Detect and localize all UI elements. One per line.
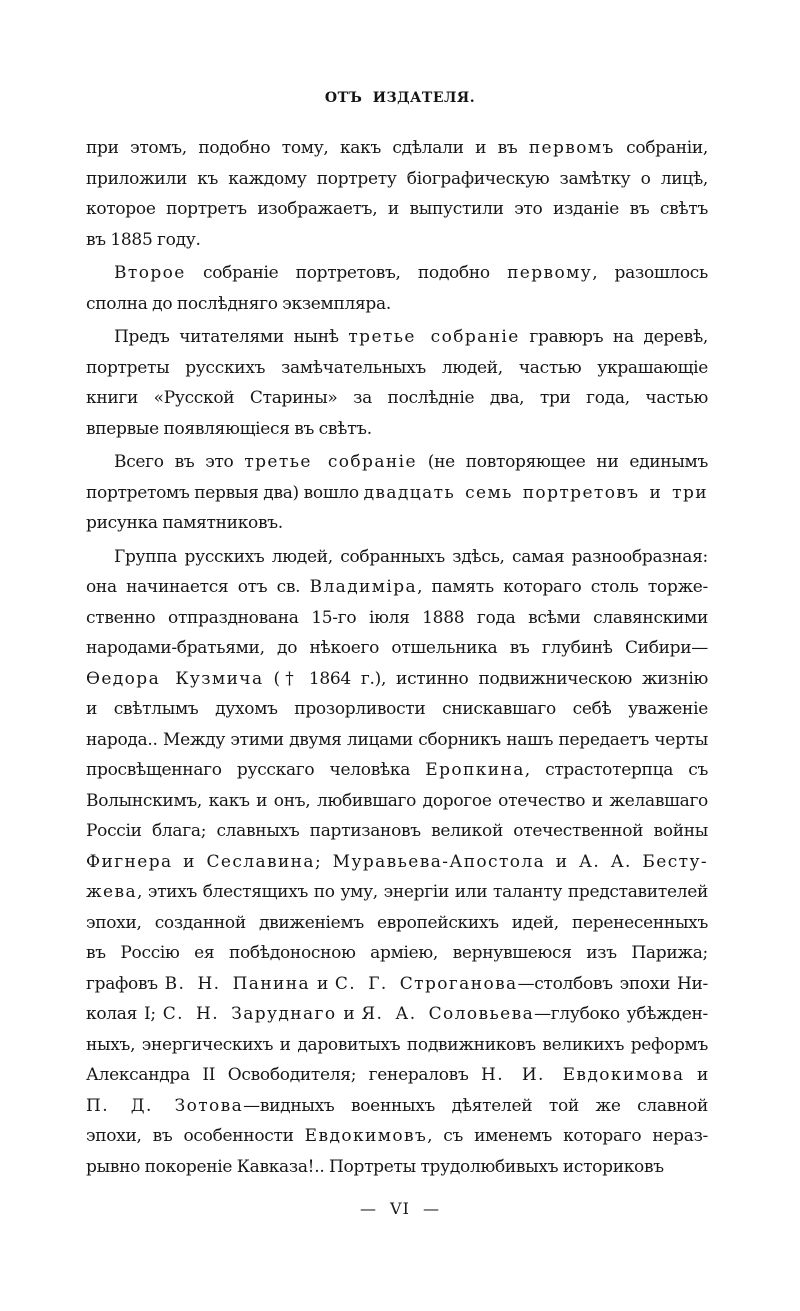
text-segment: —столбовъ эпохи Ни- [517, 973, 708, 994]
text-line [86, 289, 708, 320]
text-segment: народами-братьями, до нѣкоего отшельника въ глубинѣ Сибири— [86, 638, 708, 658]
text-segment: († 1864 г.), истинно подвижническою жизнію [263, 668, 708, 689]
text-segment: портреты русскихъ замѣчательныхъ людей, частью украшающіе [86, 357, 708, 378]
text-segment: въ Россію ея побѣдоносною арміею, вернувшеюся изъ Парижа; [86, 943, 708, 963]
letterspaced-text: С. Н. Заруднаго [162, 1004, 337, 1024]
text-line [86, 164, 708, 195]
letterspaced-text: Владиміра [309, 577, 418, 597]
text-segment: графовъ [86, 973, 165, 994]
text-segment: колая I; [86, 1004, 163, 1024]
letterspaced-text: первому [507, 263, 593, 283]
page-number: — VI — [359, 1199, 441, 1218]
text-segment: книги «Русской Старины» за послѣдніе два, три года, частью [86, 388, 708, 408]
text-line [86, 603, 708, 634]
text-line [86, 786, 708, 817]
text-line [86, 225, 708, 256]
text-segment: Россіи блага; славныхъ партизановъ великой отечественной войны [86, 821, 708, 841]
letterspaced-text: Еропкина [425, 760, 525, 780]
text-line [86, 938, 708, 969]
text-segment: Всего въ это [114, 452, 245, 472]
paragraph [86, 542, 708, 1183]
text-segment: приложили къ каждому портрету біографическую замѣтку о лицѣ, [86, 168, 708, 189]
text-segment: Волынскимъ, какъ и онъ, любившаго дорогое отечество и желавшаго [86, 790, 708, 811]
paragraph [86, 133, 708, 255]
text-line [86, 694, 708, 725]
letterspaced-text: Н. И. Евдокимова [481, 1065, 685, 1085]
text-line [86, 383, 708, 414]
text-segment: при этомъ, подобно тому, какъ сдѣлали и въ [86, 138, 529, 158]
paragraph [86, 258, 708, 319]
text-segment: эпохи, въ особенности [86, 1126, 305, 1146]
text-segment: ственно отпразднована 15-го іюля 1888 года всѣми славянскими [86, 607, 708, 628]
text-segment: Александра II Освободителя; генераловъ [86, 1065, 482, 1085]
text-segment: въ 1885 году. [86, 229, 201, 250]
text-line [86, 353, 708, 384]
text-segment: (не повторяющее ни единымъ [416, 452, 708, 472]
text-line [86, 847, 708, 878]
text-line [86, 1060, 708, 1091]
text-segment: портретомъ первыя два) вошло [86, 482, 364, 503]
text-segment: —видныхъ военныхъ дѣятелей той же славной [243, 1095, 708, 1116]
letterspaced-text: В. Н. Панина [164, 973, 311, 994]
text-line [86, 816, 708, 847]
text-line [86, 258, 708, 289]
letterspaced-text: жева [86, 882, 138, 902]
text-segment: собраніе портретовъ, подобно [185, 263, 508, 283]
text-segment: , разошлось [592, 263, 708, 283]
text-line [86, 478, 708, 509]
text-line [86, 1152, 708, 1183]
letterspaced-text: П. Д. Зотова [86, 1095, 244, 1116]
letterspaced-text: Фигнера и Сеславина; Муравьева-Апостола и А. А. Бесту- [86, 851, 708, 872]
letterspaced-text: двадцать семь портретовъ и три [363, 482, 708, 503]
text-segment: рывно покореніе Кавказа!.. Портреты трудолюбивыхъ историковъ [86, 1156, 664, 1177]
text-segment: которое портретъ изображаетъ, и выпустили это изданіе въ свѣтъ [86, 199, 708, 219]
text-line [86, 969, 708, 1000]
text-line [86, 908, 708, 939]
text-segment: и [684, 1065, 708, 1085]
text-segment: и [310, 973, 335, 994]
text-line [86, 572, 708, 603]
text-line [86, 322, 708, 353]
letterspaced-text: Я. А. Соловьева [361, 1004, 535, 1024]
text-line [86, 999, 708, 1030]
text-segment: эпохи, созданной движеніемъ европейскихъ идей, перенесенныхъ [86, 912, 708, 933]
text-segment: —глубоко убѣжден- [534, 1004, 708, 1024]
text-block [86, 133, 708, 1182]
text-segment: Предъ читателями нынѣ [114, 327, 349, 347]
text-segment: , съ именемъ котораго нераз- [427, 1126, 708, 1146]
text-segment: , память котораго столь торже- [417, 577, 708, 597]
text-segment: собраніи, [614, 138, 708, 158]
letterspaced-text: Евдокимовъ [304, 1126, 428, 1146]
text-line [86, 725, 708, 756]
paragraph [86, 322, 708, 444]
text-segment: и [336, 1004, 362, 1024]
text-segment: впервые появляющіеся въ свѣтъ. [86, 418, 372, 439]
paragraph [86, 447, 708, 539]
text-line [86, 447, 708, 478]
text-segment: , этихъ блестящихъ по уму, энергіи или таланту представителей [137, 882, 708, 902]
letterspaced-text: третье собраніе [348, 327, 520, 347]
text-segment: рисунка памятниковъ. [86, 513, 283, 533]
letterspaced-text: С. Г. Строганова [334, 973, 518, 994]
text-line [86, 133, 708, 164]
letterspaced-text: Ѳедора Кузмича [86, 668, 264, 689]
text-segment: просвѣщеннаго русскаго человѣка [86, 760, 426, 780]
text-segment: , страстотерпца съ [524, 760, 709, 780]
text-segment: Группа русскихъ людей, собранныхъ здѣсь, самая разнообразная: [114, 546, 708, 567]
text-segment: она начинается отъ св. [86, 577, 310, 597]
text-line [86, 1091, 708, 1122]
page-title: ОТЪ ИЗДАТЕЛЯ. [324, 90, 476, 106]
letterspaced-text: первомъ [528, 138, 615, 158]
text-segment: ныхъ, энергическихъ и даровитыхъ подвижниковъ великихъ реформъ [86, 1034, 708, 1055]
text-segment: гравюръ на деревѣ, [519, 327, 709, 347]
text-line [86, 664, 708, 695]
letterspaced-text: Второе [114, 263, 186, 283]
text-line [86, 1121, 708, 1152]
text-line [86, 414, 708, 445]
text-line [86, 1030, 708, 1061]
text-line [86, 542, 708, 573]
text-segment: народа.. Между этими двумя лицами сборникъ нашъ передаетъ черты [86, 729, 708, 750]
text-segment: сполна до послѣдняго экземпляра. [86, 293, 391, 314]
text-line [86, 508, 708, 539]
text-line [86, 877, 708, 908]
text-segment: и свѣтлымъ духомъ прозорливости снискавшаго себѣ уваженіе [86, 699, 708, 719]
text-line [86, 633, 708, 664]
letterspaced-text: третье собраніе [244, 452, 417, 472]
text-line [86, 755, 708, 786]
text-line [86, 194, 708, 225]
